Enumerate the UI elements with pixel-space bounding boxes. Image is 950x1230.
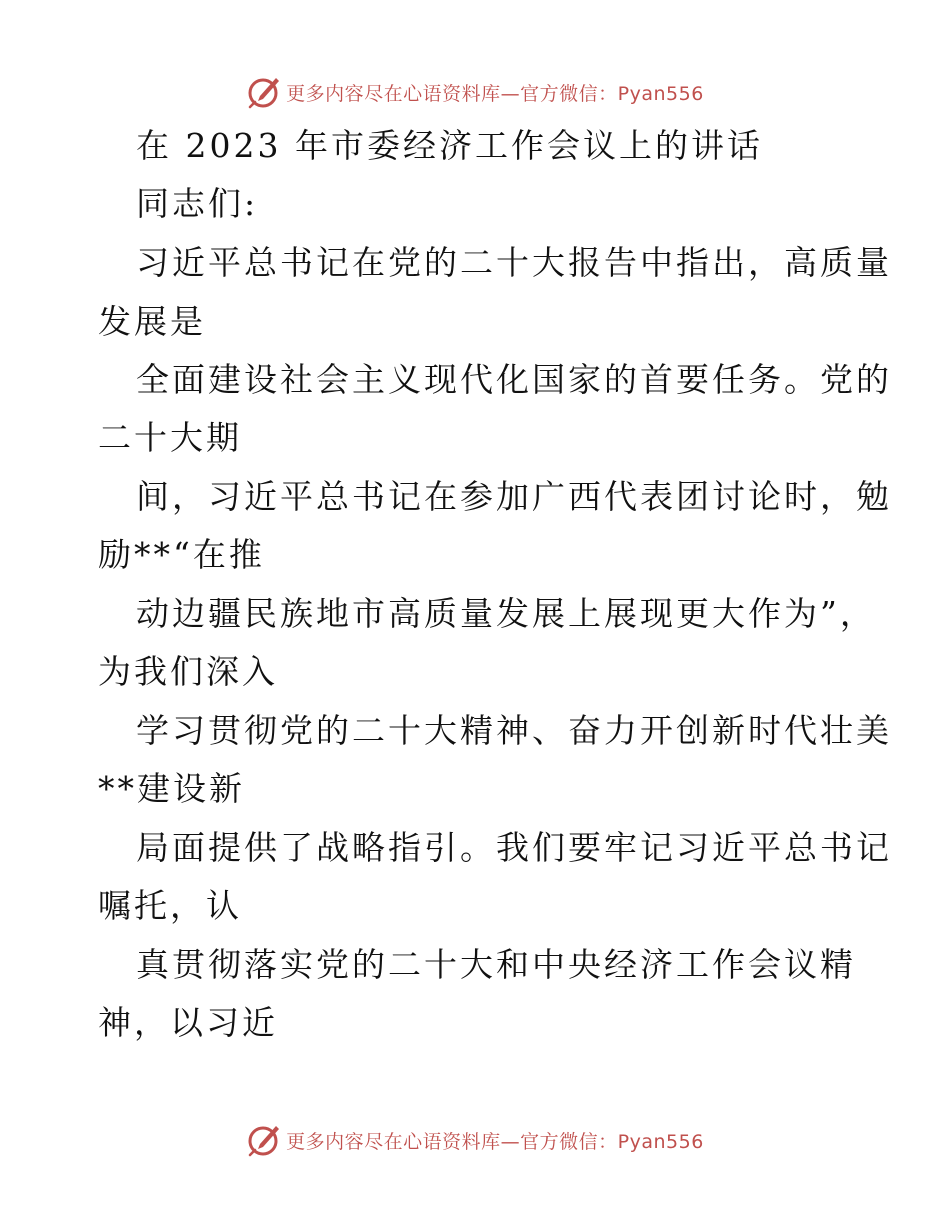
header-watermark	[0, 72, 950, 112]
body-line: 神，以习近	[98, 1003, 278, 1042]
body-line: 习近平总书记在党的二十大报告中指出，高质量	[136, 243, 892, 282]
body-line: 励**“在推	[98, 535, 265, 574]
body-line: 真贯彻落实党的二十大和中央经济工作会议精	[136, 945, 856, 984]
body-line: 二十大期	[98, 418, 242, 457]
body-line: 全面建设社会主义现代化国家的首要任务。党的	[136, 360, 892, 399]
body-line: 动边疆民族地市高质量发展上展现更大作为”，	[136, 594, 876, 633]
footer-watermark	[0, 1120, 950, 1160]
body-line: 局面提供了战略指引。我们要牢记习近平总书记	[136, 828, 892, 867]
body-line: 嘱托，认	[98, 886, 242, 925]
salutation: 同志们:	[136, 184, 259, 223]
quill-pen-logo-icon	[246, 1122, 282, 1158]
body-line: 为我们深入	[98, 652, 278, 691]
document-title: 在 2023 年市委经济工作会议上的讲话	[136, 126, 763, 165]
body-line: 发展是	[98, 302, 206, 341]
body-line: 学习贯彻党的二十大精神、奋力开创新时代壮美	[136, 711, 892, 750]
watermark-text: 更多内容尽在心语资料库—官方微信：Pyan556	[286, 82, 704, 105]
quill-pen-logo-icon	[246, 74, 282, 110]
body-line: **建设新	[98, 769, 245, 808]
body-line: 间，习近平总书记在参加广西代表团讨论时，勉	[136, 477, 892, 516]
watermark-text: 更多内容尽在心语资料库—官方微信：Pyan556	[286, 1130, 704, 1153]
